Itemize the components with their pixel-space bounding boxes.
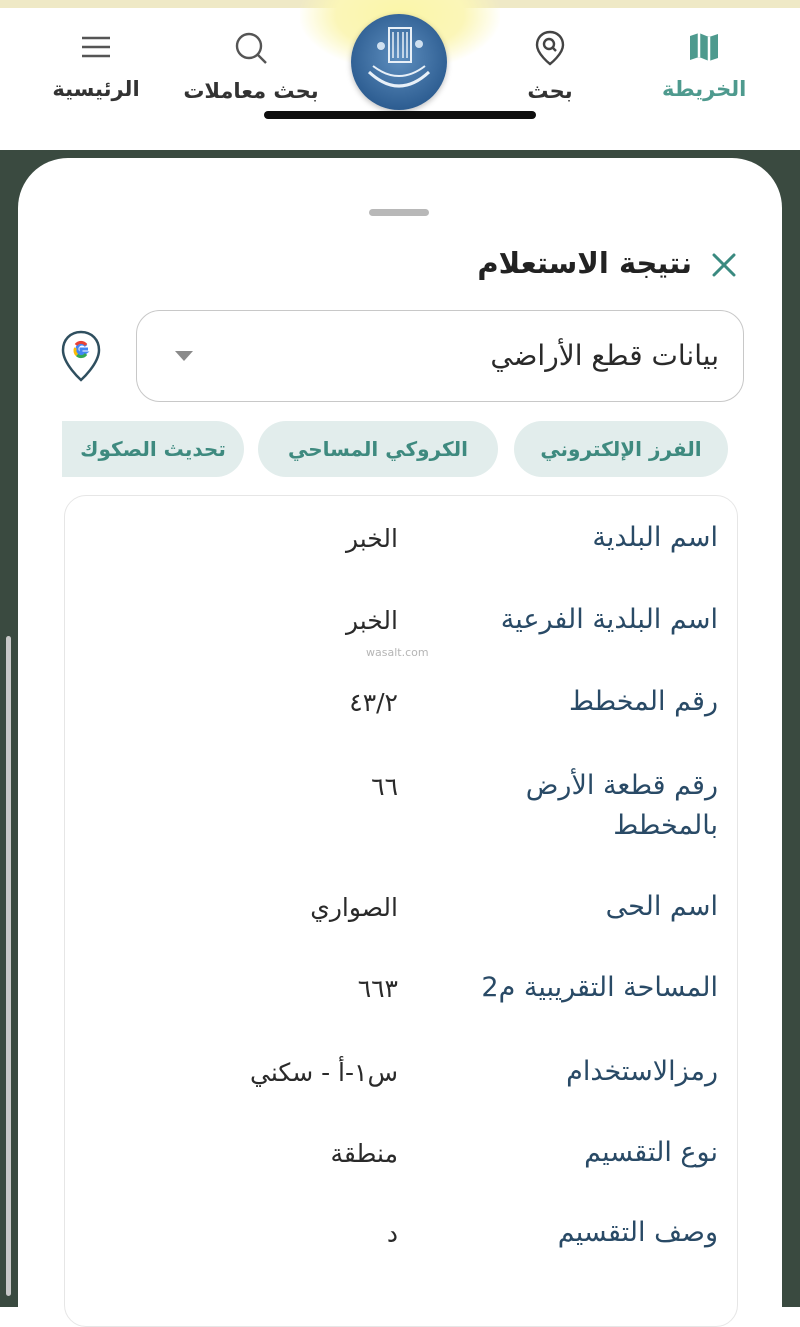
nav-item-map-label: الخريطة	[662, 77, 747, 101]
row-label-plot-number: رقم قطعة الأرض بالمخطط	[525, 770, 718, 841]
nav-item-search-label: بحث	[527, 79, 573, 103]
nav-item-home-label: الرئيسية	[52, 77, 140, 101]
search-icon	[233, 30, 269, 66]
row-label-plan-number: رقم المخطط	[568, 686, 718, 717]
row-label-division-type: نوع التقسيم	[584, 1137, 718, 1168]
close-button[interactable]	[708, 247, 740, 283]
bottom-nav-bar	[0, 0, 800, 130]
chip-update-deeds[interactable]: تحديث الصكوك	[62, 421, 244, 477]
data-type-select[interactable]	[136, 310, 744, 402]
row-value-plan-number: ٤٣/٢	[349, 688, 398, 717]
watermark: wasalt.com	[366, 646, 429, 659]
google-pin-icon	[60, 330, 102, 382]
nav-item-map[interactable]	[662, 30, 746, 101]
search-pin-icon	[535, 30, 565, 66]
nav-item-transactions-search-label: بحث معاملات	[183, 79, 319, 103]
row-value-sub-municipality: الخبر	[345, 606, 398, 635]
data-type-select-value: بيانات قطع الأراضي	[490, 339, 719, 372]
row-label-usage-code: رمزالاستخدام	[566, 1056, 718, 1087]
row-value-district: الصواري	[310, 893, 398, 922]
chip-electronic-sorting[interactable]: الفرز الإلكتروني	[514, 421, 728, 477]
municipality-logo	[351, 14, 447, 110]
row-label-sub-municipality: اسم البلدية الفرعية	[500, 604, 718, 635]
scrollbar[interactable]	[6, 636, 11, 1296]
chevron-down-icon	[175, 351, 193, 361]
sheet-drag-handle[interactable]	[369, 209, 429, 216]
nav-item-transactions-search[interactable]	[180, 30, 322, 103]
menu-icon	[79, 30, 113, 64]
sheet-title: نتيجة الاستعلام	[477, 246, 692, 280]
row-value-area: ٦٦٣	[357, 974, 398, 1003]
row-value-plot-number: ٦٦	[371, 772, 398, 801]
row-value-usage-code: س١-أ - سكني	[250, 1058, 398, 1087]
row-label-area: المساحة التقريبية م2	[481, 972, 718, 1003]
nav-item-search[interactable]	[522, 30, 578, 103]
row-label-division-desc: وصف التقسيم	[557, 1217, 718, 1248]
home-indicator	[264, 111, 536, 119]
row-value-division-desc: د	[386, 1219, 398, 1248]
close-icon	[709, 250, 739, 280]
action-chips	[62, 421, 732, 477]
row-value-municipality: الخبر	[345, 524, 398, 553]
map-icon	[687, 30, 721, 64]
nav-item-home[interactable]	[50, 30, 142, 101]
google-maps-button[interactable]	[60, 330, 102, 382]
chip-survey-sketch[interactable]: الكروكي المساحي	[258, 421, 498, 477]
row-label-district: اسم الحى	[605, 891, 718, 922]
row-value-division-type: منطقة	[330, 1139, 398, 1168]
row-label-municipality: اسم البلدية	[592, 522, 718, 553]
